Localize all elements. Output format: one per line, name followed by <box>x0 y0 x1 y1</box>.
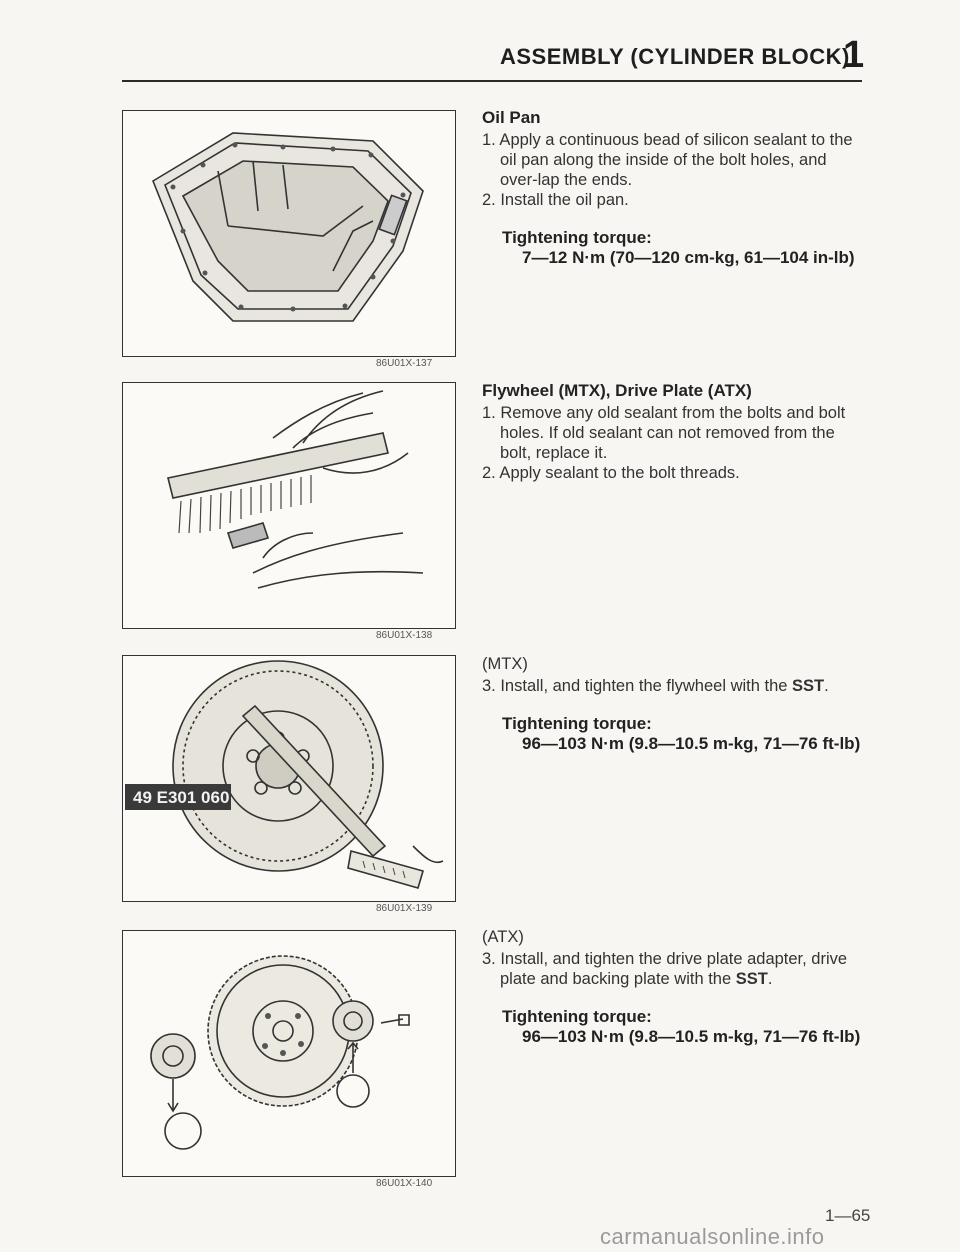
drive-plate-illustration <box>123 931 455 1176</box>
step-text: 2. Apply sealant to the bolt threads. <box>482 464 740 482</box>
figure-wire-brush <box>122 382 456 629</box>
step-text-suffix: . <box>824 677 829 695</box>
torque-value: 96—103 N·m (9.8—10.5 m-kg, 71—76 ft-lb) <box>522 734 861 753</box>
figure-code: 86U01X-137 <box>376 358 433 369</box>
section-flywheel <box>482 381 867 483</box>
figure-drive-plate <box>122 930 456 1177</box>
section-atx <box>482 928 867 1047</box>
figure-code: 86U01X-138 <box>376 630 433 641</box>
section-title: Oil Pan <box>482 108 541 127</box>
figure-code: 86U01X-139 <box>376 903 433 914</box>
header-rule <box>122 80 862 82</box>
flywheel-illustration <box>123 656 455 901</box>
section-note: (MTX) <box>482 655 528 673</box>
step-text-prefix: 3. Install, and tighten the drive plate adapter, drive plate and backing plate with the <box>482 950 848 988</box>
torque-spec <box>502 1007 867 1047</box>
section-mtx <box>482 655 867 754</box>
oil-pan-illustration <box>123 111 455 356</box>
torque-spec <box>502 228 867 268</box>
chapter-number: 1 <box>843 34 865 76</box>
step-text-prefix: 3. Install, and tighten the flywheel with the <box>482 677 788 695</box>
sst-tool-label: 49 E301 060 <box>133 788 230 807</box>
figure-flywheel-sst <box>122 655 456 902</box>
sst-reference: SST <box>792 677 825 695</box>
page-header-title: ASSEMBLY (CYLINDER BLOCK) <box>500 44 850 69</box>
step-text: 1. Remove any old sealant from the bolts and bolt holes. If old sealant can not removed from the bolt, replace it. <box>482 404 846 462</box>
step-text-suffix: . <box>767 970 773 988</box>
section-oil-pan <box>482 108 867 268</box>
torque-value: 7—12 N·m (70—120 cm-kg, 61—104 in-lb) <box>522 248 855 267</box>
torque-spec <box>502 714 867 754</box>
watermark: carmanualsonline.info <box>600 1224 825 1249</box>
torque-label: Tightening torque: <box>502 228 652 247</box>
wire-brush-illustration <box>123 383 455 628</box>
step-text <box>482 676 867 696</box>
section-title: Flywheel (MTX), Drive Plate (ATX) <box>482 381 752 400</box>
torque-label: Tightening torque: <box>502 1007 652 1026</box>
torque-value: 96—103 N·m (9.8—10.5 m-kg, 71—76 ft-lb) <box>522 1027 861 1046</box>
step-text <box>482 949 867 989</box>
page-number: 1—65 <box>825 1206 871 1225</box>
figure-code: 86U01X-140 <box>376 1178 433 1189</box>
sst-reference: SST <box>735 970 768 988</box>
step-text: 2. Install the oil pan. <box>482 191 629 209</box>
torque-label: Tightening torque: <box>502 714 652 733</box>
step-text: 1. Apply a continuous bead of silicon sealant to the oil pan along the inside of the bolt holes, and over-lap the ends. <box>482 131 853 189</box>
figure-oil-pan <box>122 110 456 357</box>
section-note: (ATX) <box>482 928 524 946</box>
